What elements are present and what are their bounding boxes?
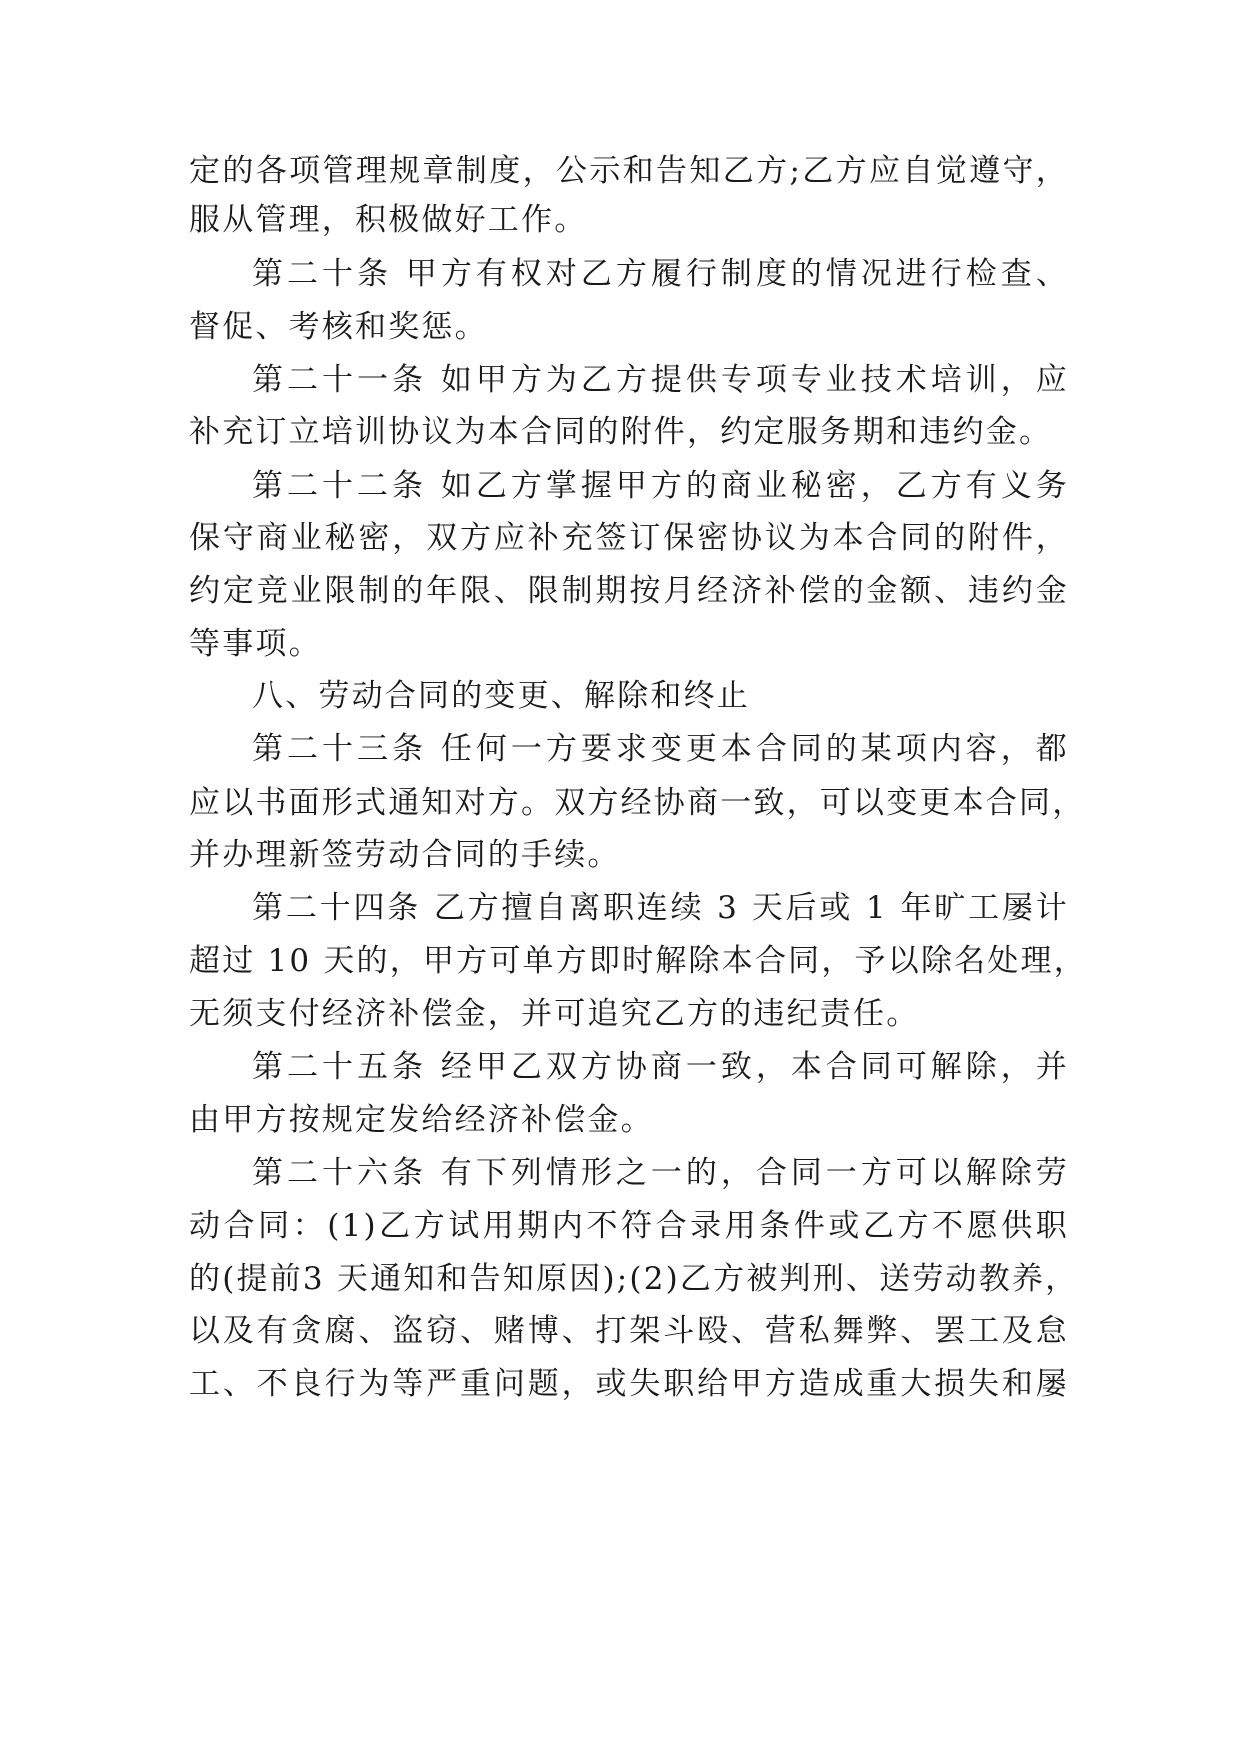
text-line: 定的各项管理规章制度，公示和告知乙方;乙方应自觉遵守， — [189, 153, 1069, 189]
text-line: 的(提前3 天通知和告知原因);(2)乙方被判刑、送劳动教养， — [189, 1261, 1079, 1297]
text-line: 等事项。 — [189, 626, 322, 662]
text-line: 第二十一条 如甲方为乙方提供专项专业技术培训，应 — [252, 362, 1069, 398]
text-line: 第二十三条 任何一方要求变更本合同的某项内容，都 — [252, 731, 1069, 767]
text-line: 并办理新签劳动合同的手续。 — [189, 837, 621, 873]
text-line: 保守商业秘密，双方应补充签订保密协议为本合同的附件， — [189, 520, 1069, 556]
text-line: 督促、考核和奖惩。 — [189, 309, 488, 345]
text-line: 第二十条 甲方有权对乙方履行制度的情况进行检查、 — [252, 256, 1069, 292]
text-line: 动合同：(1)乙方试用期内不符合录用条件或乙方不愿供职 — [189, 1208, 1069, 1244]
text-line: 无须支付经济补偿金，并可追究乙方的违纪责任。 — [189, 996, 920, 1032]
text-line: 约定竞业限制的年限、限制期按月经济补偿的金额、违约金 — [189, 573, 1069, 609]
text-line: 以及有贪腐、盗窃、赌博、打架斗殴、营私舞弊、罢工及怠 — [189, 1313, 1069, 1349]
text-line: 由甲方按规定发给经济补偿金。 — [189, 1102, 654, 1138]
text-line: 补充订立培训协议为本合同的附件，约定服务期和违约金。 — [189, 414, 1053, 450]
text-line: 第二十二条 如乙方掌握甲方的商业秘密，乙方有义务 — [252, 468, 1069, 504]
text-line: 应以书面形式通知对方。双方经协商一致，可以变更本合同， — [189, 785, 1086, 821]
text-line: 第二十四条 乙方擅自离职连续 3 天后或 1 年旷工屡计 — [252, 890, 1069, 926]
text-line: 第二十六条 有下列情形之一的，合同一方可以解除劳 — [252, 1155, 1069, 1191]
text-line: 工、不良行为等严重问题，或失职给甲方造成重大损失和屡 — [189, 1366, 1069, 1402]
section-heading: 八、劳动合同的变更、解除和终止 — [252, 678, 750, 714]
text-line: 服从管理，积极做好工作。 — [189, 202, 588, 238]
text-line: 第二十五条 经甲乙双方协商一致，本合同可解除，并 — [252, 1049, 1069, 1085]
text-line: 超过 10 天的，甲方可单方即时解除本合同，予以除名处理， — [189, 943, 1087, 979]
